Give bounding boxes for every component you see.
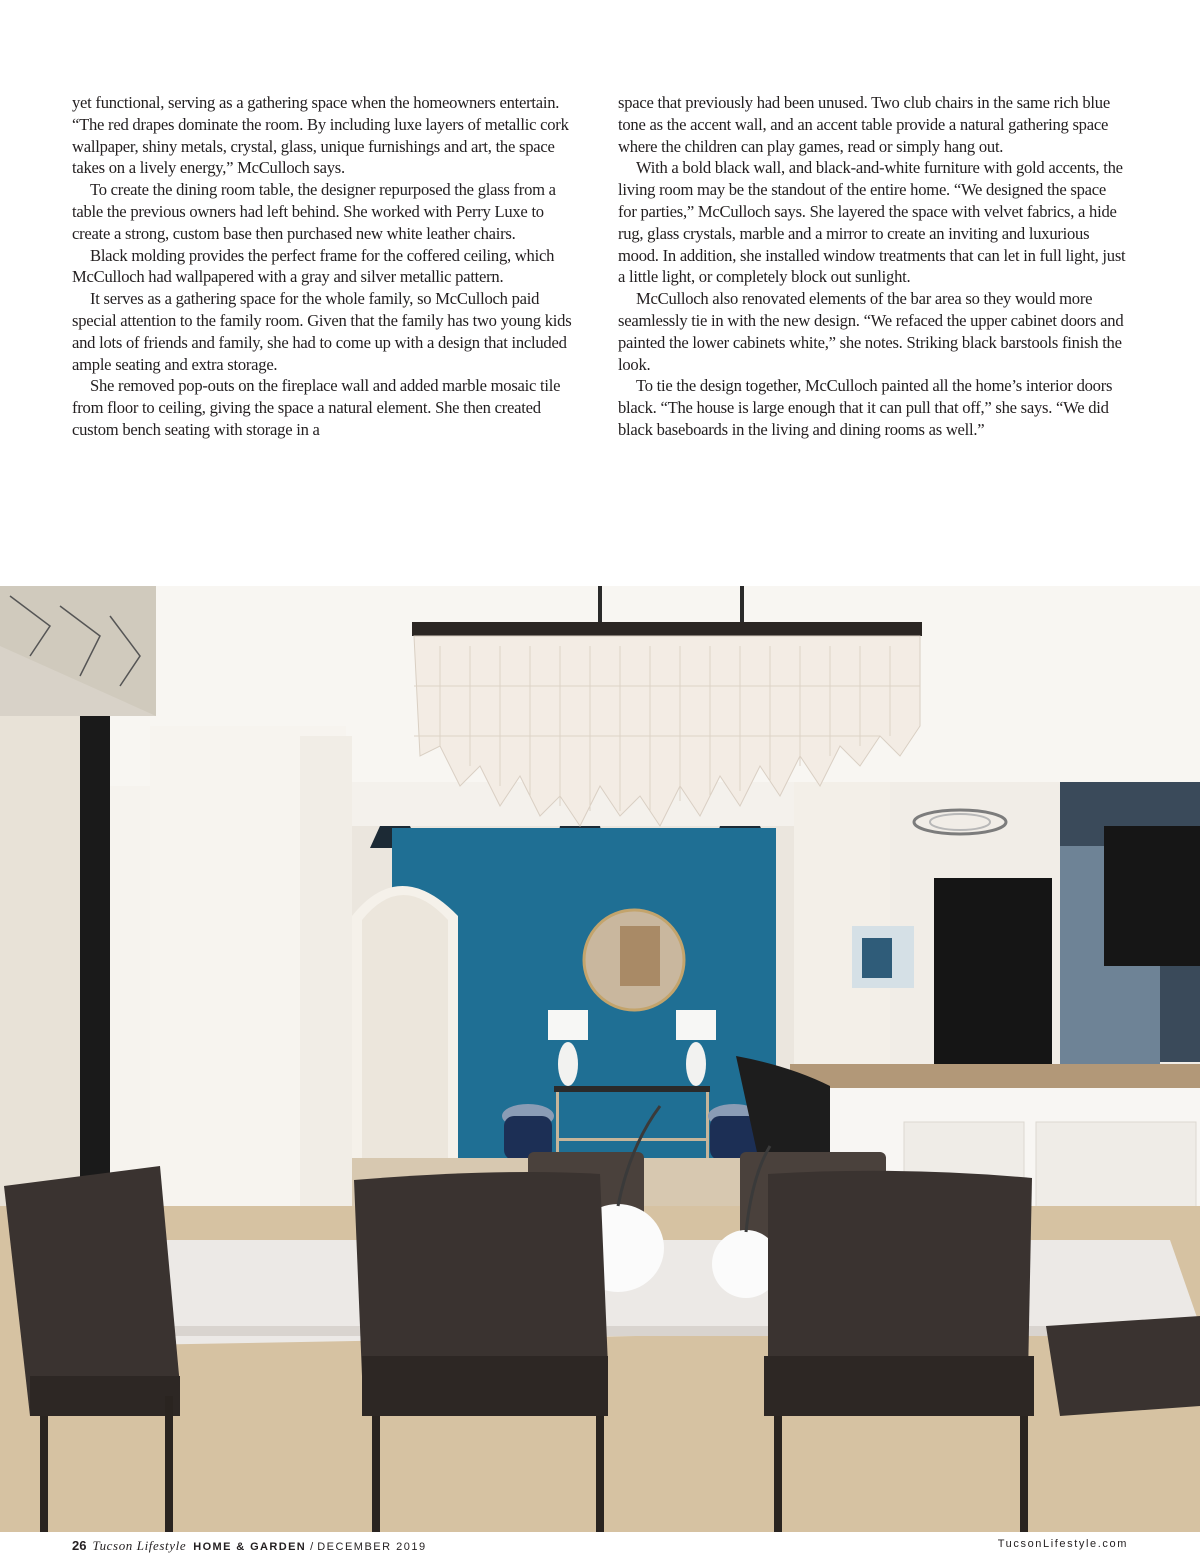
section-name: HOME & GARDEN bbox=[193, 1541, 307, 1553]
paragraph: With a bold black wall, and black-and-white furniture with gold accents, the living room may be the standout of the entire home. “We designed the space for parties,” McCulloch says. She layered the space with velvet fabrics, a hide rug, glass crystals, marble and a mirror to create an inviting and luxurious mood. In addition, she installed window treatments that can let in full light, just a little light, or completely block out sunlight. bbox=[618, 158, 1126, 287]
article-body bbox=[72, 92, 1128, 522]
website-url: TucsonLifestyle.com bbox=[997, 1538, 1128, 1550]
paragraph: yet functional, serving as a gathering space when the homeowners entertain. “The red drapes dominate the room. By including luxe layers of metallic cork wallpaper, shiny metals, crystal, glass, unique furnishings and art, the space takes on a lively energy,” McCulloch says. bbox=[72, 93, 569, 178]
article-column-right bbox=[618, 92, 1128, 441]
paragraph: She removed pop-outs on the fireplace wall and added marble mosaic tile from floor to ceiling, giving the space a natural element. She then created custom bench seating with storage in a bbox=[72, 376, 561, 439]
footer-left bbox=[72, 1538, 427, 1554]
magazine-name: Tucson Lifestyle bbox=[92, 1538, 187, 1553]
paragraph: McCulloch also renovated elements of the bar area so they would more seamlessly tie in with the new design. “We refaced the upper cabinet doors and painted the lower cabinets white,” she notes. Striking black barstools finish the look. bbox=[618, 289, 1124, 374]
paragraph: space that previously had been unused. Two club chairs in the same rich blue tone as the accent wall, and an accent table provide a natural gathering space where the children can play games, read or simply hang out. bbox=[618, 93, 1110, 156]
page-number: 26 bbox=[72, 1538, 87, 1553]
dining-room-photo bbox=[0, 586, 1200, 1532]
paragraph: Black molding provides the perfect frame for the coffered ceiling, which McCulloch had wallpapered with a gray and silver metallic pattern. bbox=[72, 245, 555, 287]
issue-date: DECEMBER 2019 bbox=[317, 1541, 427, 1553]
article-column-left bbox=[72, 92, 582, 441]
paragraph: It serves as a gathering space for the whole family, so McCulloch paid special attention to the family room. Given that the family has two young kids and lots of friends and family, she had to come up with a design that included ample seating and extra storage. bbox=[72, 289, 572, 374]
page-footer bbox=[72, 1536, 1128, 1556]
paragraph: To create the dining room table, the designer repurposed the glass from a table the previous owners had left behind. She worked with Perry Luxe to create a strong, custom base then purchased new white leather chairs. bbox=[72, 180, 556, 243]
paragraph: To tie the design together, McCulloch painted all the home’s interior doors black. “The house is large enough that it can pull that off,” she says. “We did black baseboards in the living and dining rooms as well.” bbox=[618, 376, 1113, 439]
footer-separator: / bbox=[310, 1541, 314, 1553]
